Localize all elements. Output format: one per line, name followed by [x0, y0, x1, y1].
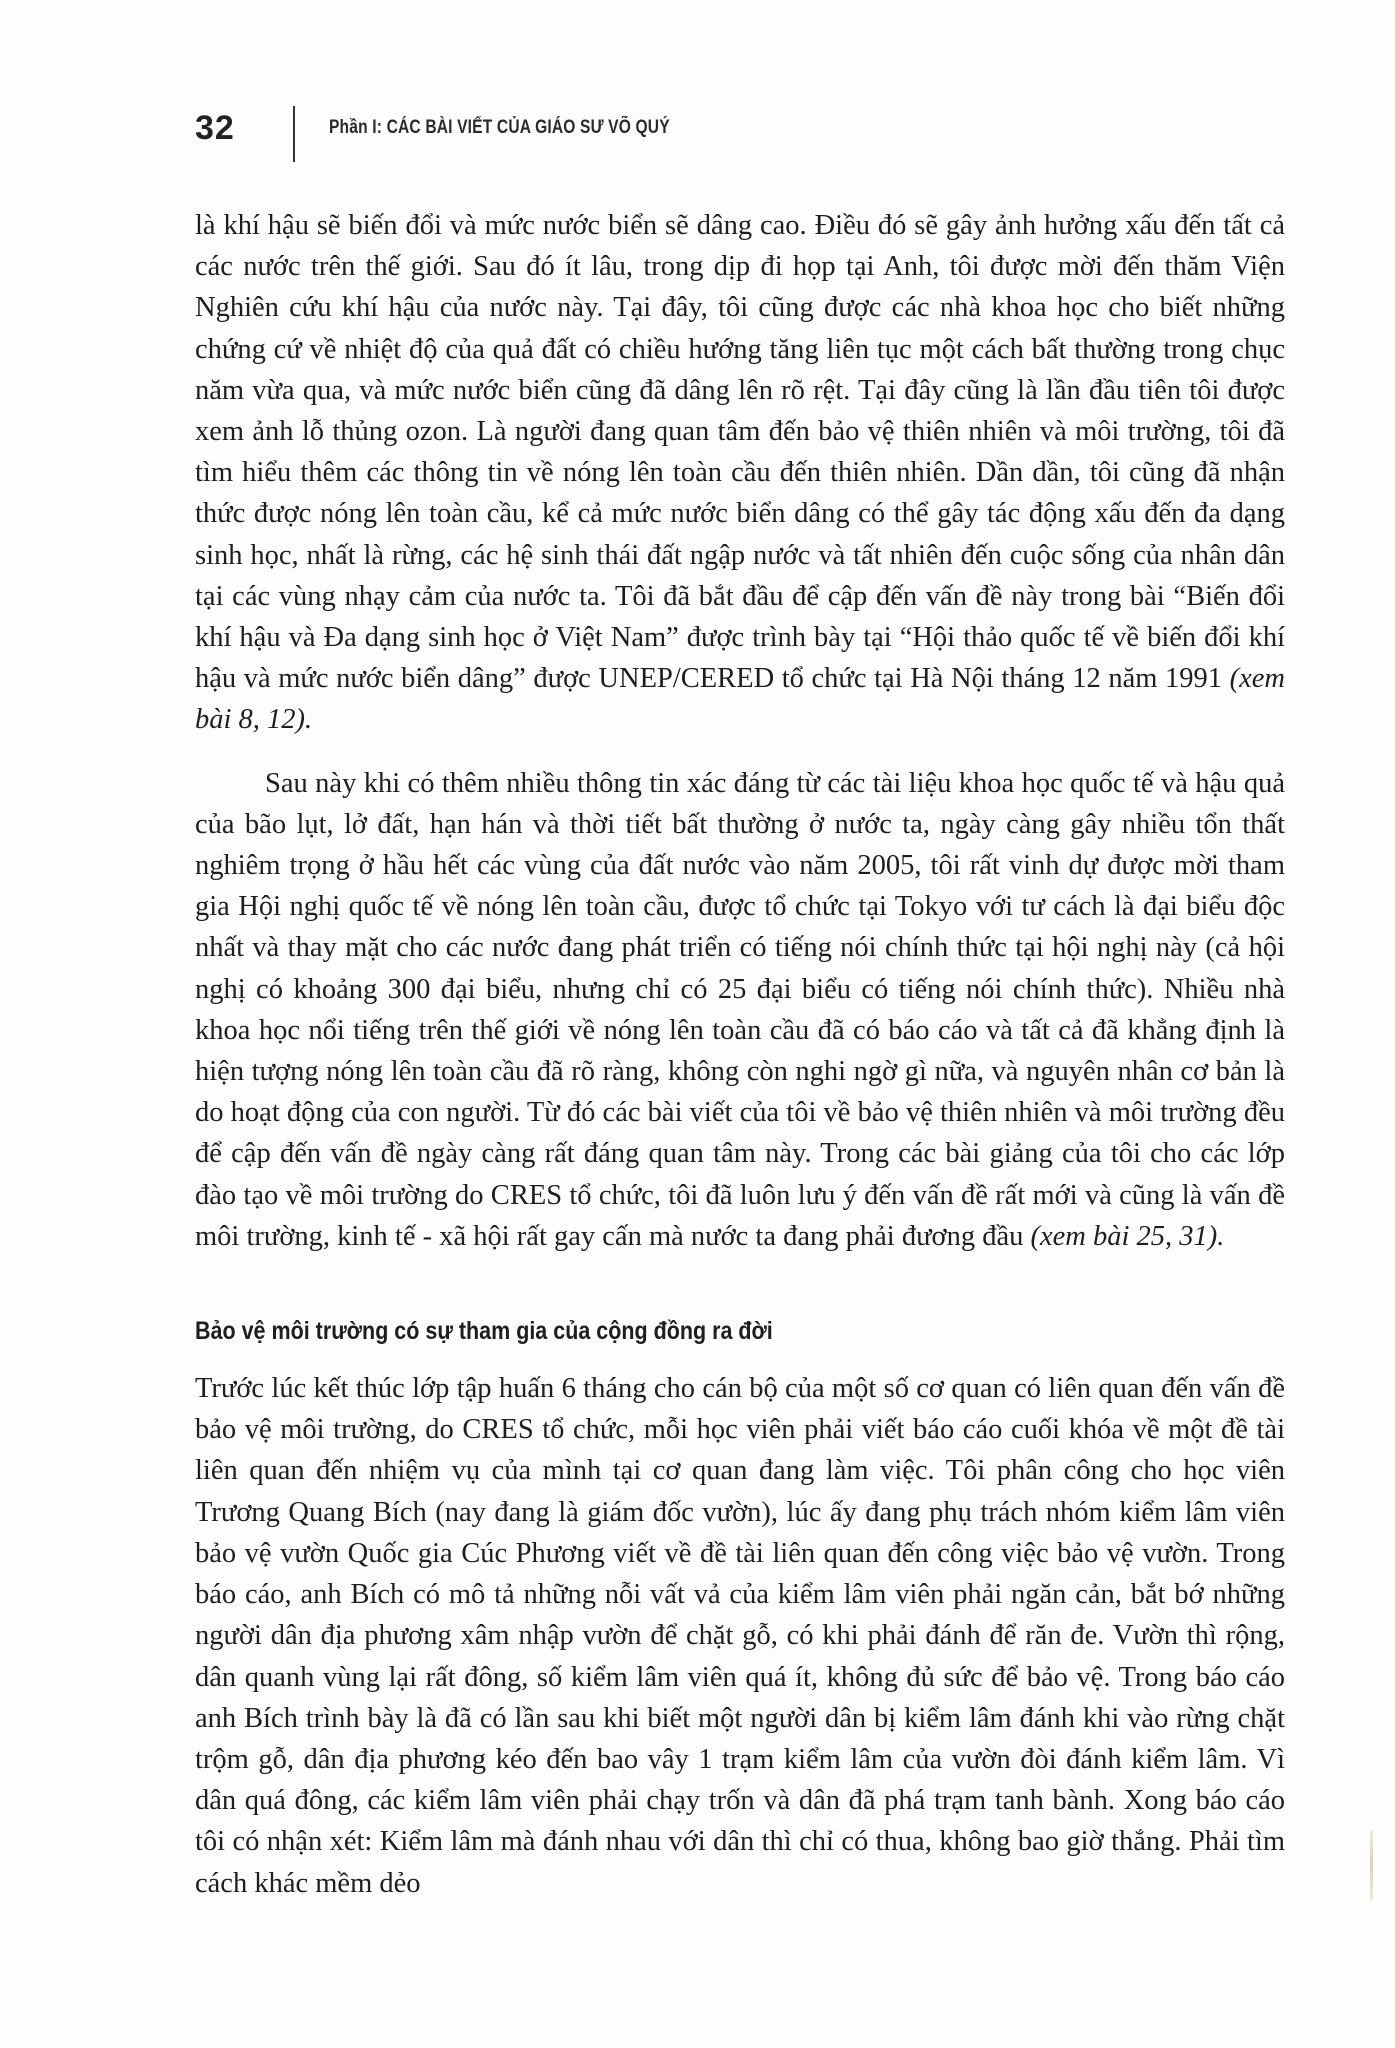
section-heading: Bảo vệ môi trường có sự tham gia của cộng đồng ra đời [195, 1317, 773, 1346]
cross-reference: (xem bài 25, 31). [1030, 1220, 1225, 1252]
running-title: Phần I: CÁC BÀI VIẾT CỦA GIÁO SƯ VÕ QUÝ [328, 117, 670, 138]
paragraph-text: Sau này khi có thêm nhiều thông tin xác đáng từ các tài liệu khoa học quốc tế và hậu quả của bão lụt, lở đất, hạn hán và thời tiết bất thường ở nước ta, ngày càng gây nhiều tổn thất nghiêm trọng ở hầu hết các vùng của đất nước vào năm 2005, tôi rất vinh dự được mời tham gia Hội nghị quốc tế về nóng lên toàn cầu, được tổ chức tại Tokyo với tư cách là đại biểu độc nhất và thay mặt cho các nước đang phát triển có tiếng nói chính thức tại hội nghị này (cả hội nghị có khoảng 300 đại biểu, nhưng chỉ có 25 đại biểu có tiếng nói chính thức). Nhiều nhà khoa học nổi tiếng trên thế giới về nóng lên toàn cầu đã có báo cáo và tất cả đã khẳng định là hiện tượng nóng lên toàn cầu đã rõ ràng, không còn nghi ngờ gì nữa, và nguyên nhân cơ bản là do hoạt động của con người. Từ đó các bài viết của tôi về bảo vệ thiên nhiên và môi trường đều để cập đến vấn đề ngày càng rất đáng quan tâm này. Trong các bài giảng của tôi cho các lớp đào tạo về môi trường do CRES tổ chức, tôi đã luôn lưu ý đến vấn đề rất mới và cũng là vấn đề môi trường, kinh tế - xã hội rất gay cấn mà nước ta đang phải đương đầu [195, 767, 1285, 1252]
paragraph [195, 763, 1285, 1257]
page-header [195, 100, 744, 156]
cross-reference: (xem bài 8, 12). [195, 663, 1285, 736]
paragraph-text: là khí hậu sẽ biến đổi và mức nước biển sẽ dâng cao. Điều đó sẽ gây ảnh hưởng xấu đến tất cả các nước trên thế giới. Sau đó ít lâu, trong dịp đi họp tại Anh, tôi được mời đến thăm Viện Nghiên cứu khí hậu của nước này. Tại đây, tôi cũng được các nhà khoa học cho biết những chứng cứ về nhiệt độ của quả đất có chiều hướng tăng liên tục một cách bất thường trong chục năm vừa qua, và mức nước biển cũng đã dâng lên rõ rệt. Tại đây cũng là lần đầu tiên tôi được xem ảnh lỗ thủng ozon. Là người đang quan tâm đến bảo vệ thiên nhiên và môi trường, tôi đã tìm hiểu thêm các thông tin về nóng lên toàn cầu đến thiên nhiên. Dần dần, tôi cũng đã nhận thức được nóng lên toàn cầu, kể cả mức nước biển dâng có thể gây tác động xấu đến đa dạng sinh học, nhất là rừng, các hệ sinh thái đất ngập nước và tất nhiên đến cuộc sống của nhân dân tại các vùng nhạy cảm của nước ta. Tôi đã bắt đầu để cập đến vấn đề này trong bài “Biến đổi khí hậu và Đa dạng sinh học ở Việt Nam” được trình bày tại “Hội thảo quốc tế về biến đổi khí hậu và mức nước biển dâng” được UNEP/CERED tổ chức tại Hà Nội tháng 12 năm 1991 [195, 210, 1285, 695]
section-paragraph: Trước lúc kết thúc lớp tập huấn 6 tháng cho cán bộ của một số cơ quan có liên quan đến vấn đề bảo vệ môi trường, do CRES tổ chức, mỗi học viên phải viết báo cáo cuối khóa về một đề tài liên quan đến nhiệm vụ của mình tại cơ quan đang làm việc. Tôi phân công cho học viên Trương Quang Bích (nay đang là giám đốc vườn), lúc ấy đang phụ trách nhóm kiểm lâm viên bảo vệ vườn Quốc gia Cúc Phương viết về đề tài liên quan đến công việc bảo vệ vườn. Trong báo cáo, anh Bích có mô tả những nỗi vất vả của kiểm lâm viên phải ngăn cản, bắt bớ những người dân địa phương xâm nhập vườn để chặt gỗ, có khi phải đánh để răn đe. Vườn thì rộng, dân quanh vùng lại rất đông, số kiểm lâm viên quá ít, không đủ sức để bảo vệ. Trong báo cáo anh Bích trình bày là đã có lần sau khi biết một người dân bị kiểm lâm đánh khi vào rừng chặt trộm gỗ, dân địa phương kéo đến bao vây 1 trạm kiểm lâm của vườn đòi đánh kiểm lâm. Vì dân quá đông, các kiểm lâm viên phải chạy trốn và dân đã phá trạm tanh bành. Xong báo cáo tôi có nhận xét: Kiểm lâm mà đánh nhau với dân thì chỉ có thua, không bao giờ thắng. Phải tìm cách khác mềm dẻo [195, 1373, 1285, 1899]
body-text [195, 205, 1285, 1904]
scan-artifact [1370, 1830, 1373, 1900]
page-number: 32 [195, 108, 235, 147]
paragraph-continued [195, 205, 1285, 741]
header-divider [293, 106, 295, 162]
